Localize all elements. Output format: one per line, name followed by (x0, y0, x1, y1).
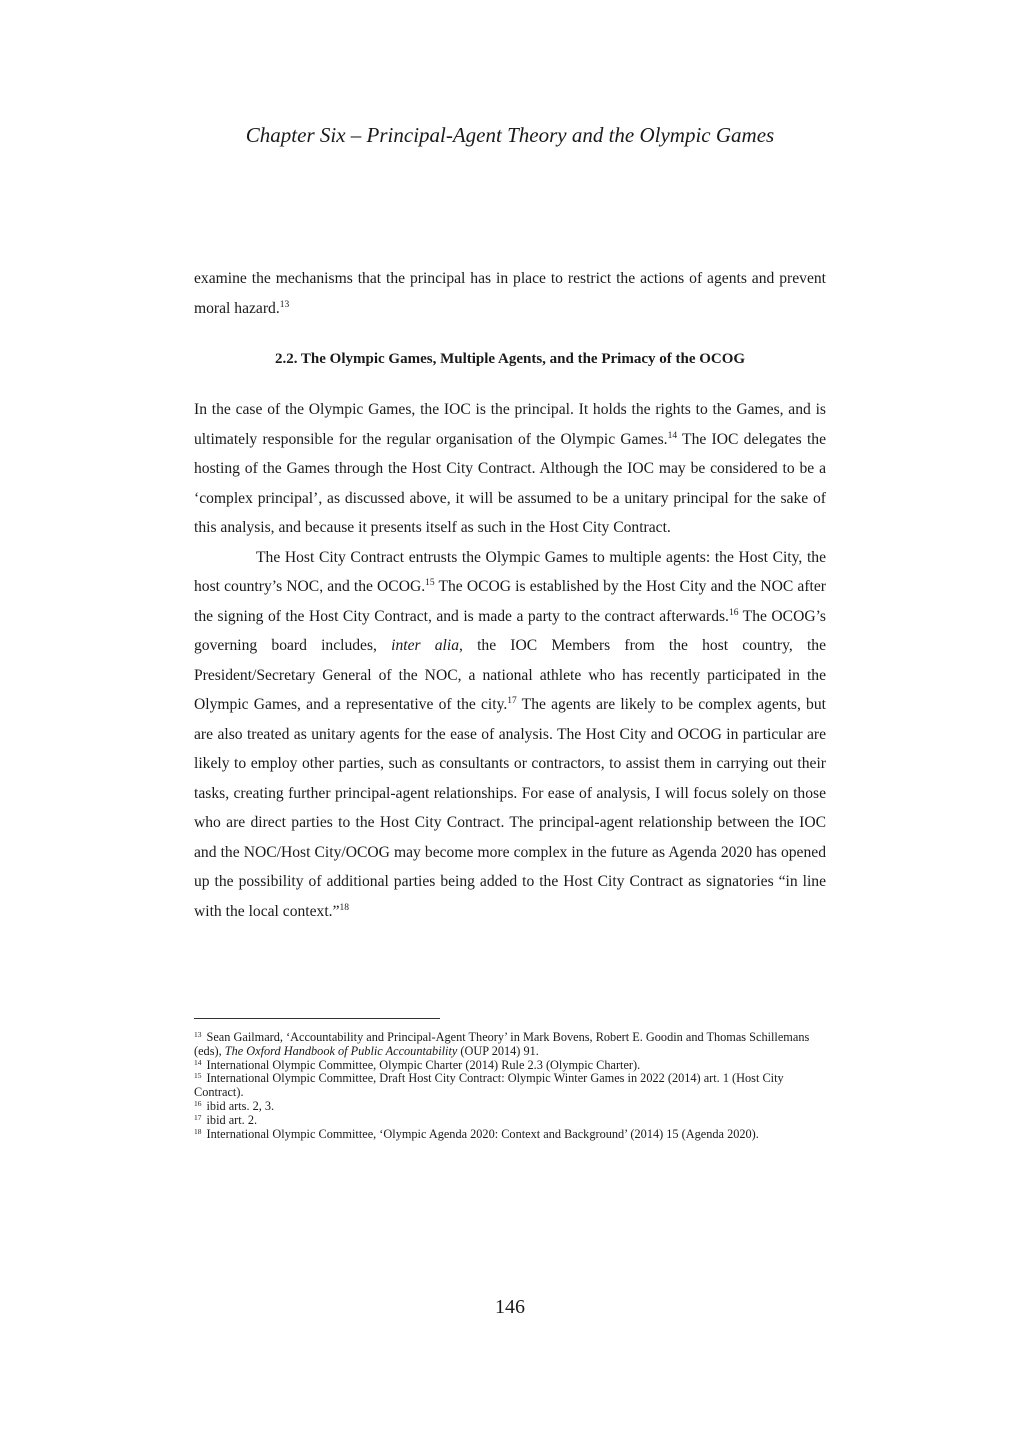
paragraph-2-text-d: , the IOC Members from the host country, the President/Secretary General of the NOC, a national athlete who has recently participated in the Olympic Games, and a representative of the city. (194, 637, 826, 713)
footnote (194, 1128, 826, 1142)
continuation-paragraph (194, 264, 826, 323)
footnote-text: International Olympic Committee, Olympic Charter (2014) Rule 2.3 (Olympic Charter). (206, 1057, 641, 1072)
footnote (194, 1114, 826, 1128)
footnote-ref-18[interactable]: 18 (339, 902, 349, 913)
footnote-ref-13[interactable]: 13 (279, 299, 290, 310)
footnote-number: 14 (194, 1057, 202, 1067)
footnote-number: 17 (194, 1112, 202, 1122)
paragraph-1 (194, 395, 826, 543)
paragraph-2-text-b: The OCOG is established by the Host City and the NOC after the signing of the Host City Contract, and is made a party to the contract afterwards. (194, 578, 826, 625)
footnote-ref-17[interactable]: 17 (507, 696, 517, 706)
section-heading: 2.2. The Olympic Games, Multiple Agents, and the Primacy of the OCOG (274, 351, 746, 367)
continuation-text: examine the mechanisms that the principal has in place to restrict the actions of agents and prevent moral hazard. (194, 270, 826, 317)
body-text (194, 395, 826, 926)
footnote (194, 1059, 826, 1073)
running-head: Chapter Six – Principal-Agent Theory and the Olympic Games (245, 123, 775, 147)
paragraph-2-italic: inter alia (391, 637, 459, 654)
footnote (194, 1031, 826, 1059)
footnote-text: International Olympic Committee, ‘Olympic Agenda 2020: Context and Background’ (2014) 15 (Agenda 2020). (206, 1126, 759, 1141)
footnote-text: ibid art. 2. (206, 1112, 258, 1127)
footnote-text-post: (OUP 2014) 91. (457, 1043, 539, 1058)
footnote-divider (194, 1018, 440, 1019)
footnote (194, 1100, 826, 1114)
footnote-number: 18 (194, 1126, 202, 1136)
paragraph-1-text-b: The IOC delegates the hosting of the Games through the Host City Contract. Although the IOC may be considered to be a ‘complex principal’, as discussed above, it will be assumed to be a unitary principal for the sake of this analysis, and because it presents itself as such in the Host City Contract. (194, 430, 826, 536)
footnote-text: ibid arts. 2, 3. (206, 1098, 275, 1113)
footnote-number: 13 (194, 1030, 202, 1039)
footnote-number: 16 (194, 1098, 202, 1108)
footnote-text: International Olympic Committee, Draft Host City Contract: Olympic Winter Games in 2022 (2014) art. 1 (Host City Contract). (194, 1071, 784, 1100)
footnote (194, 1072, 826, 1100)
footnote-ref-16[interactable]: 16 (728, 607, 739, 618)
footnote-ref-15[interactable]: 15 (425, 578, 435, 588)
paragraph-1-text-a: In the case of the Olympic Games, the IOC is the principal. It holds the rights to the Games, and is ultimately responsible for the regular organisation of the Olympic Games. (194, 401, 826, 448)
paragraph-2-text-c: The OCOG’s governing board includes, (194, 607, 826, 654)
paragraph-2-text-e: The agents are likely to be complex agents, but are also treated as unitary agents for the ease of analysis. The Host City and OCOG in particular are likely to employ other parties, such as consultants or contractors, to assist them in carrying out their tasks, creating further principal-agent relationships. For ease of analysis, I will focus solely on those who are direct parties to the Host City Contract. The principal-agent relationship between the IOC and the NOC/Host City/OCOG may become more complex in the future as Agenda 2020 has opened up the possibility of additional parties being added to the Host City Contract as signatories “in line with the local context.” (194, 696, 826, 920)
page-number: 146 (495, 1296, 525, 1318)
footnotes (194, 1031, 826, 1141)
paragraph-2 (194, 543, 826, 927)
paragraph-2-text-a: The Host City Contract entrusts the Olympic Games to multiple agents: the Host City, the host country’s NOC, and the OCOG. (194, 548, 826, 595)
footnote-text: Sean Gailmard, ‘Accountability and Principal-Agent Theory’ in Mark Bovens, Robert E. Goodin and Thomas Schillemans (eds), (194, 1030, 810, 1058)
footnote-ref-14[interactable]: 14 (667, 430, 678, 441)
footnote-italic: The Oxford Handbook of Public Accountability (224, 1043, 458, 1058)
footnote-number: 15 (194, 1071, 202, 1081)
